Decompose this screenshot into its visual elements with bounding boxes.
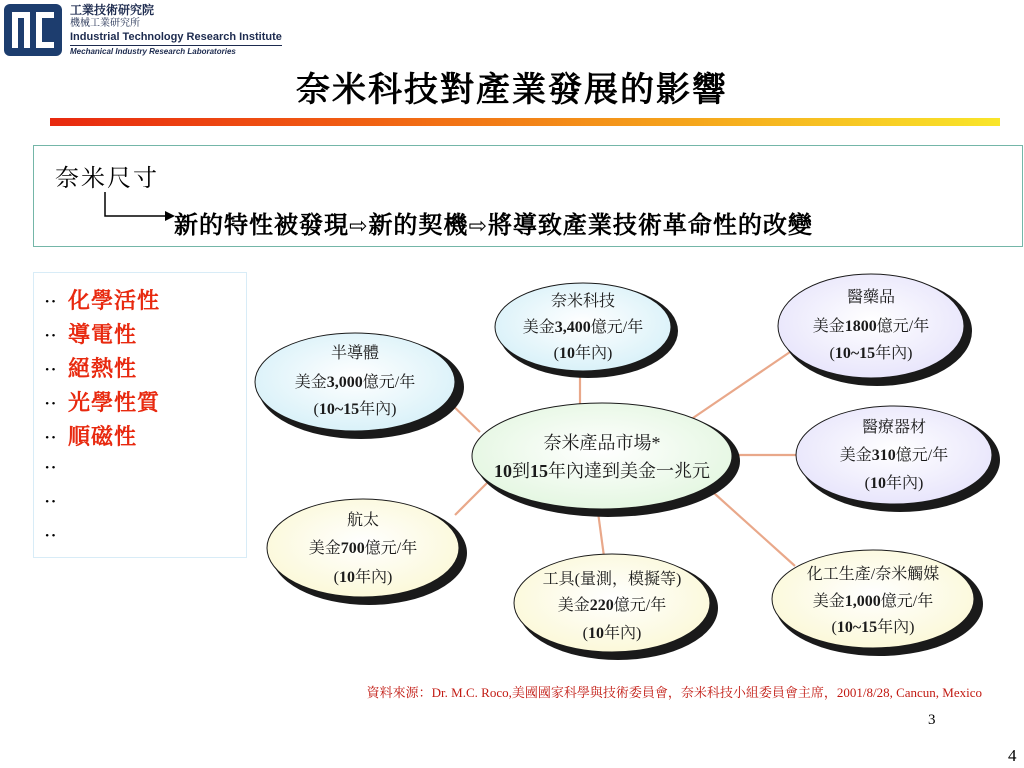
bullet-dots: ·· bbox=[44, 455, 57, 479]
center-target: 10到15年內達到美金一兆元 bbox=[494, 461, 710, 481]
node-nano-product-market bbox=[472, 403, 740, 517]
property-item: ·· 順磁性 bbox=[44, 424, 138, 450]
bullet-dots: ·· bbox=[44, 523, 57, 547]
connector-line bbox=[690, 352, 790, 420]
bullet-dots: ·· bbox=[44, 391, 57, 415]
slide-number: 3 bbox=[928, 712, 936, 728]
node-title: 化工生產/奈米觸媒 bbox=[806, 566, 940, 583]
node-value: 美金700億元/年 bbox=[308, 540, 418, 557]
source-note: 資料來源：Dr. M.C. Roco,美國國家科學與技術委員會，奈米科技小組委員會主席，2001/8/28, Cancun, Mexico bbox=[366, 685, 982, 700]
node-nanotech bbox=[495, 283, 678, 378]
node-duration: (10~15年內) bbox=[831, 619, 915, 636]
node-medical-equipment bbox=[796, 406, 1000, 512]
org-name-zh: 工業技術研究院 bbox=[70, 3, 155, 17]
node-value: 美金3,400億元/年 bbox=[522, 319, 644, 336]
info-heading: 奈米尺寸 bbox=[55, 164, 159, 192]
outline-arrow-icon: ⇨ bbox=[349, 214, 369, 239]
lab-name-en: Mechanical Industry Research Laboratories bbox=[70, 47, 236, 56]
org-name-en: Industrial Technology Research Institute bbox=[70, 32, 282, 46]
connector-line bbox=[455, 480, 490, 515]
lab-name-zh: 機械工業研究所 bbox=[70, 18, 140, 29]
node-value: 美金220億元/年 bbox=[557, 597, 667, 614]
node-value: 美金3,000億元/年 bbox=[294, 374, 416, 391]
node-semiconductor bbox=[255, 333, 464, 439]
bullet-dots: ·· bbox=[44, 289, 57, 313]
node-title: 工具(量測，模擬等) bbox=[542, 571, 682, 588]
connector-line bbox=[705, 485, 795, 566]
node-duration: (10年內) bbox=[333, 569, 393, 586]
property-item: ·· 絕熱性 bbox=[44, 356, 138, 382]
node-title: 半導體 bbox=[330, 345, 380, 362]
node-value: 美金310億元/年 bbox=[839, 447, 949, 464]
node-title: 醫療器材 bbox=[861, 419, 927, 436]
node-duration: (10年內) bbox=[864, 475, 924, 492]
bullet-dots: ·· bbox=[44, 357, 57, 381]
node-aerospace bbox=[267, 499, 467, 605]
node-duration: (10年內) bbox=[582, 625, 642, 642]
center-title: 奈米產品市場* bbox=[543, 433, 661, 453]
node-duration: (10~15年內) bbox=[313, 401, 397, 418]
node-value: 美金1,000億元/年 bbox=[812, 593, 934, 610]
page-title: 奈米科技對產業發展的影響 bbox=[296, 70, 728, 110]
property-item: ·· 導電性 bbox=[44, 322, 138, 348]
node-chemical-production bbox=[772, 550, 983, 656]
node-pharmaceuticals bbox=[778, 274, 972, 386]
node-value: 美金1800億元/年 bbox=[812, 318, 930, 335]
node-duration: (10~15年內) bbox=[829, 345, 913, 362]
page-number: 4 bbox=[1008, 746, 1017, 765]
statement-part-3: 將導致產業技術革命性的改變 bbox=[487, 210, 813, 239]
property-item: ·· 化學活性 bbox=[44, 288, 161, 314]
node-tools bbox=[514, 554, 718, 660]
property-item: ·· 光學性質 bbox=[44, 390, 161, 416]
node-title: 醫藥品 bbox=[846, 289, 896, 306]
bullet-dots: ·· bbox=[44, 323, 57, 347]
bullet-dots: ·· bbox=[44, 425, 57, 449]
bullet-dots: ·· bbox=[44, 489, 57, 513]
statement-part-1: 新的特性被發現 bbox=[174, 210, 349, 239]
outline-arrow-icon: ⇨ bbox=[468, 214, 488, 239]
node-title: 奈米科技 bbox=[550, 293, 616, 310]
node-duration: (10年內) bbox=[553, 345, 613, 362]
node-title: 航太 bbox=[346, 512, 380, 529]
statement-part-2: 新的契機 bbox=[368, 210, 469, 239]
